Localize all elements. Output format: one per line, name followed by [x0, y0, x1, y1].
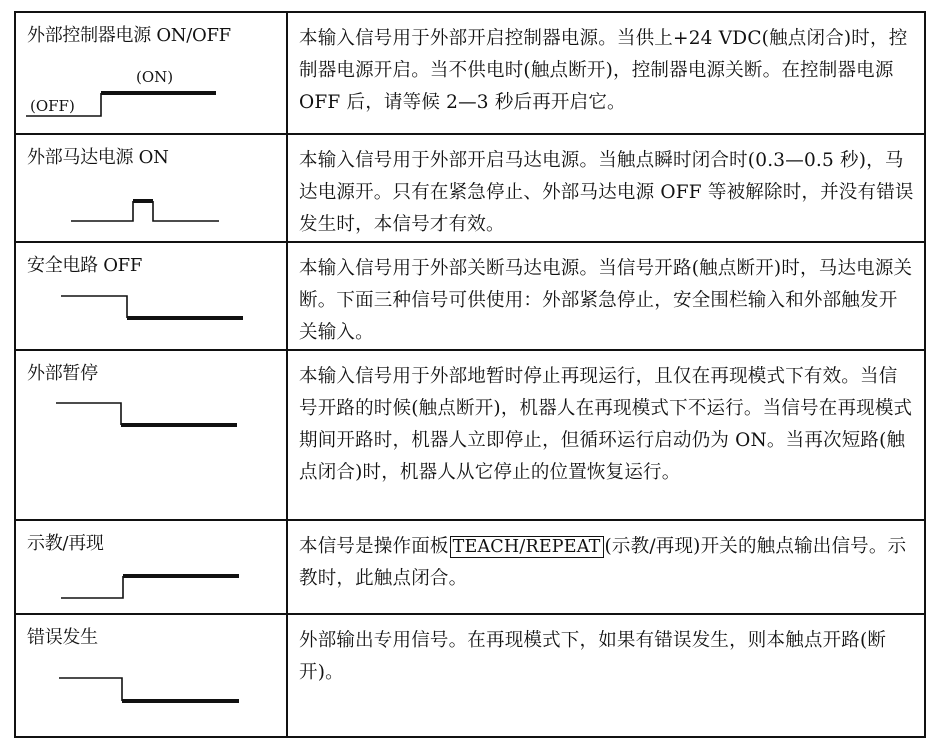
signal-description-cell: [287, 134, 925, 242]
signal-description: 外部输出专用信号。在再现模式下，如果有错误发生，则本触点开路(断开)。: [299, 630, 887, 683]
table-row: [15, 242, 925, 350]
signal-table-sheet: [14, 11, 920, 732]
table-row: [15, 12, 925, 134]
signal-description-cell: [287, 12, 925, 134]
wave-label-off: (OFF): [30, 97, 75, 115]
signal-name: 外部控制器电源 ON/OFF: [27, 25, 231, 46]
signal-name: 外部暂停: [27, 363, 98, 384]
description-text-after: (示教/再现)开关的触点输出信号。示教时，此触点闭合。: [299, 536, 907, 589]
signal-description: 本输入信号用于外部地暂时停止再现运行，且仅在再现模式下有效。当信号开路的时候(触点断开)，机器人在再现模式下不运行。当信号在再现模式期间开路时，机器人立即停止，但循环运行启动仍为 ON。当再次短路(触点闭合)时，机器人从它停止的位置恢复运行。: [299, 366, 913, 483]
falling-edge-waveform-icon: [59, 670, 249, 710]
signal-description-cell: [287, 614, 925, 737]
signal-name-cell: [15, 242, 287, 350]
signal-description: 本输入信号用于外部关断马达电源。当信号开路(触点断开)时，马达电源关断。下面三种信号可供使用：外部紧急停止，安全围栏输入和外部触发开关输入。: [299, 258, 913, 343]
signal-name: 示教/再现: [27, 533, 104, 554]
table-row: [15, 520, 925, 614]
wave-label-on: (ON): [136, 68, 174, 86]
signal-name-cell: [15, 134, 287, 242]
rising-edge-waveform-icon: [61, 568, 251, 608]
signal-description-cell: [287, 242, 925, 350]
signal-name-cell: [15, 614, 287, 737]
signal-name-cell: [15, 520, 287, 614]
on-off-waveform-icon: [26, 83, 226, 123]
signal-description: 本输入信号用于外部开启控制器电源。当供上+24 VDC(触点闭合)时，控制器电源开启。当不供电时(触点断开)，控制器电源关断。在控制器电源 OFF 后，请等候 2—3 秒后再开启它。: [299, 28, 908, 113]
pulse-waveform-icon: [71, 190, 231, 230]
signal-description: 本输入信号用于外部开启马达电源。当触点瞬时闭合时(0.3—0.5 秒)，马达电源开。只有在紧急停止、外部马达电源 OFF 等被解除时，并没有错误发生时，本信号才有效。: [299, 150, 914, 235]
signal-name: 外部马达电源 ON: [27, 147, 169, 168]
signal-name: 错误发生: [27, 627, 98, 648]
description-text-before: 本信号是操作面板: [299, 536, 449, 557]
signal-name: 安全电路 OFF: [27, 255, 143, 276]
signal-description: [288, 521, 924, 595]
signal-name-cell: [15, 12, 287, 134]
table-row: [15, 134, 925, 242]
signal-table: [14, 11, 926, 738]
falling-edge-waveform-icon: [56, 395, 246, 435]
teach-repeat-keyword: TEACH/REPEAT: [450, 536, 604, 558]
signal-description-cell: [287, 520, 925, 614]
table-row: [15, 350, 925, 520]
signal-name-cell: [15, 350, 287, 520]
falling-edge-waveform-icon: [61, 288, 251, 328]
signal-description-cell: [287, 350, 925, 520]
table-row: [15, 614, 925, 737]
